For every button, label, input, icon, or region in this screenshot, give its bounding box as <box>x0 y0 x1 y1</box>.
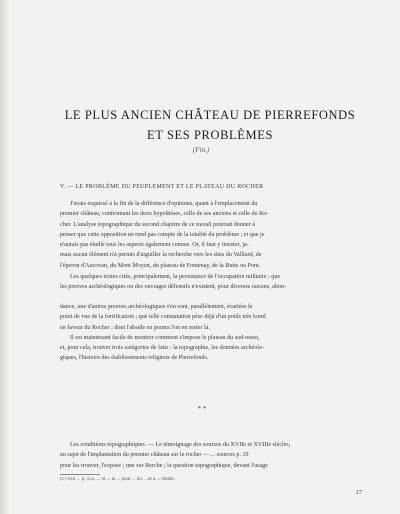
paragraph-line: premier château, confrontant les deux hypothèses, celle de ses anciens et celle du Ro- <box>60 211 269 218</box>
page-number: 17 <box>355 489 362 496</box>
footnote-rule <box>60 474 100 475</box>
paragraph-line: les preuves archéologiques ou des ouvrages défensifs n'existent, pour diverses raisons, abon- <box>60 284 286 291</box>
article-title-line-2: ET SES PROBLÈMES <box>146 128 274 142</box>
paragraph-line: Les conditions topographiques. — Le témoignage des sources du XVIIe et XVIIIe siècles, <box>70 442 291 448</box>
paragraph-line: Les quelques textes cités, principalement, la persistance de l'occupation militaire ; que <box>70 274 281 280</box>
section-separator: * * <box>197 405 207 413</box>
paragraph-line: n'aurais pas étudié tous les aspects également connus. Or, il faut y insister, ja- <box>60 242 249 249</box>
paragraph-1 <box>60 199 365 271</box>
paragraph-line: en faveur du Rocher ; dont l'abside en pourra l'on en rester là. <box>60 324 210 331</box>
section-heading: V. — LE PROBLÈME DU PEUPLEMENT ET LE PLATEAU DU ROCHER <box>60 184 264 190</box>
paragraph-line: J'avais esquissé à la fin de la différence d'opinions, quant à l'emplacement du <box>70 201 258 207</box>
paragraph-line: penser que cette opposition ne rend pas compte de la totalité du problème ; et que je <box>60 231 265 238</box>
paragraph-line: et, pour cela, trouver trois catégories de faits : la topographie, les données archéolo- <box>60 345 265 352</box>
paragraph-line: Il est maintenant facile de montrer comment s'impose le plateau du sud-ouest, <box>70 334 260 341</box>
paragraph-line: mais aucun élément n'a permis d'aiguiller la recherche vers les sites du Valliard, de <box>60 252 262 259</box>
paragraph-2 <box>60 272 365 293</box>
paragraph-line: pour les trouver, l'exposé ; une sur Berche ; la question topographique, devant l'usage <box>60 462 268 469</box>
paragraph-4 <box>60 440 365 471</box>
article-title-line-1: LE PLUS ANCIEN CHÂTEAU DE PIERREFONDS <box>64 108 356 122</box>
article-subtitle: (Fin.) <box>192 146 210 154</box>
paragraph-3 <box>60 302 365 364</box>
paragraph-line: dance, une d'autres preuves archéologiques s'en sont, parallèlement, écartées le <box>60 304 253 310</box>
paragraph-line: au sujet de l'implantation du premier château sur le rocher — ... sources p. 19 <box>60 452 249 459</box>
paragraph-line: cher. L'analyse topographique du second chapitre de ce travail pourrait donner à <box>60 221 256 228</box>
paragraph-line: giques, l'histoire des établissements religieux de Pierrefonds. <box>60 355 209 362</box>
paragraph-line: l'éperon d'Aucovan, du Mont Moyen, du plateau de Fontenay, de la Butte ou Pont. <box>60 262 261 269</box>
page-edge-shadow <box>0 0 10 514</box>
footnote: (1) Voir ... p. 155, ... et ... la ... pour ... du ... et à ... étudié. <box>60 477 175 482</box>
paragraph-line: point de vue de la fortification ; que telle constatation pèse déjà d'un poids très lourd <box>60 314 266 321</box>
